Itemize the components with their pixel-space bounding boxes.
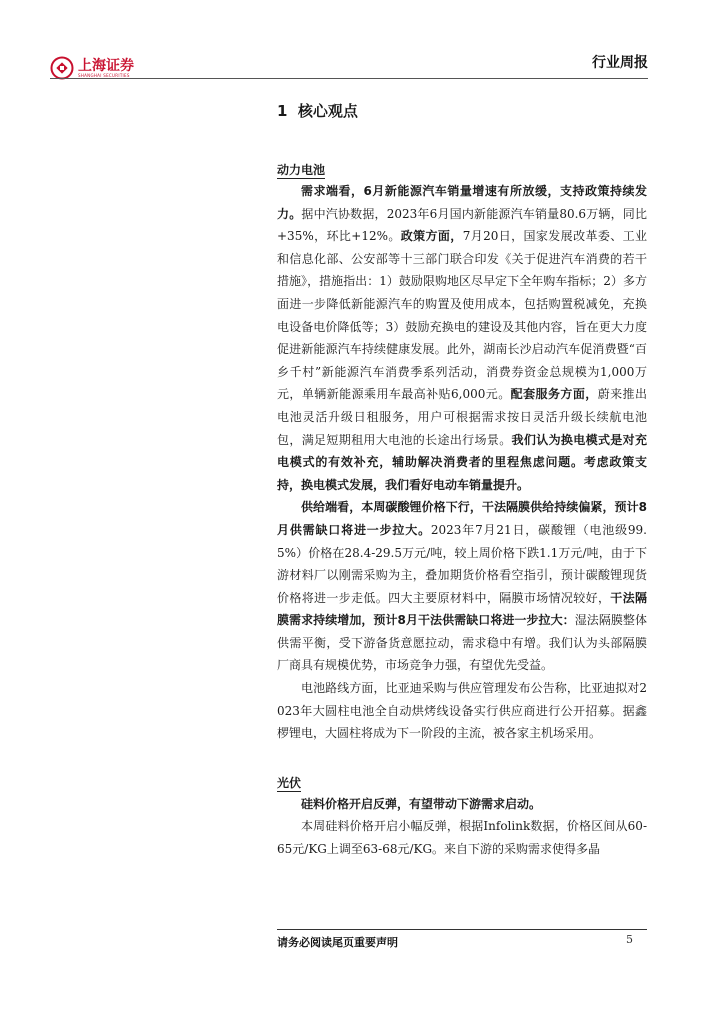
pv-price-paragraph: 本周硅料价格开启小幅反弹，根据Infolink数据，价格区间从60-65元/KG上调至63-68元/KG。来自下游的采购需求使得多晶	[277, 819, 647, 857]
battery-route-paragraph: 电池路线方面，比亚迪采购与供应管理发布公告称，比亚迪拟对2023年大圆柱电池全自动烘烤线设备实行供应商进行公开招募。据鑫椤锂电，大圆柱将成为下一阶段的主流，被各家主机场采用。	[277, 681, 647, 741]
section-number: 1	[277, 102, 288, 120]
logo-text-cn: 上海证券	[78, 58, 134, 74]
policy-text: 7月20日，国家发展改革委、工业和信息化部、公安部等十三部门联合印发《关于促进汽车消费的若干措施》，措施指出：1）鼓励限购地区尽早定下全年购车指标；2）多方面进一步降低新能源汽车的购置及使用成本，包括购置税减免，充换电设备电价降低等；3）鼓励充换电的建设及其他内容，旨在更大力度促进新能源汽车持续健康发展。此外，湖南长沙启动汽车促消费暨“百乡千村”新能源汽车消费季系列活动，消费券资金总规模为1,000万元，单辆新能源乘用车最高补贴6,000元。	[277, 229, 647, 402]
header-divider	[50, 78, 648, 79]
section-title-text: 核心观点	[297, 102, 358, 120]
battery-supply-paragraph	[277, 496, 647, 677]
logo-emblem-icon	[50, 56, 74, 80]
pv-lead-bold: 硅料价格开启反弹，有望带动下游需求启动。	[301, 796, 542, 811]
footer-divider	[277, 929, 647, 930]
main-content	[277, 96, 647, 861]
pv-heading: 光伏	[277, 775, 302, 790]
service-text: 蔚来推出电池灵活升级日租服务，用户可根据需求按日灵活升级长续航电池包，满足短期租用大电池的长途出行场景。	[277, 387, 647, 447]
battery-demand-paragraph	[277, 180, 647, 496]
demand-lead-bold: 需求端看，6月新能源汽车销量增速有所放缓，支持政策持续发力。	[277, 184, 647, 221]
battery-heading-row	[277, 158, 647, 180]
pv-lead-paragraph	[277, 793, 647, 816]
footer-disclaimer: 请务必阅读尾页重要声明	[277, 936, 398, 949]
demand-conclusion-bold: 我们认为换电模式是对充电模式的有效补充，辅助解决消费者的里程焦虑问题。考虑政策支持，换电模式发展，我们看好电动车销量提升。	[277, 432, 647, 492]
separator-gap-bold: 干法隔膜需求持续增加，预计8月干法供需缺口将进一步拉大：	[277, 590, 647, 628]
supply-price-text: 2023年7月21日，碳酸锂（电池级99.5%）价格在28.4-29.5万元/吨，较上周价格下跌1.1万元/吨，由于下游材料厂以刚需采购为主，叠加期货价格看空指引，预计碳酸锂现货价格将进一步走低。四大主要原材料中，隔膜市场情况较好，	[277, 522, 647, 605]
battery-heading: 动力电池	[277, 163, 326, 177]
report-type-label: 行业周报	[592, 55, 648, 71]
page-header	[0, 0, 724, 80]
service-lead-bold: 配套服务方面，	[510, 387, 598, 402]
page-number: 5	[626, 933, 633, 946]
demand-sales-text: 据中汽协数据，2023年6月国内新能源汽车销量80.6万辆，同比+35%，环比+12%。	[277, 206, 647, 244]
pv-heading-row	[277, 771, 647, 793]
policy-lead-bold: 政策方面，	[400, 229, 463, 244]
separator-text: 湿法隔膜整体供需平衡，受下游备货意愿拉动，需求稳中有增。我们认为头部隔膜厂商具有规模优势，市场竞争力强，有望优先受益。	[277, 613, 647, 673]
supply-lead-bold: 供给端看，本周碳酸锂价格下行，干法隔膜供给持续偏紧，预计8月供需缺口将进一步拉大。	[277, 500, 647, 537]
section-title	[277, 96, 647, 126]
logo-text-en: SHANGHAI SECURITIES	[78, 73, 130, 78]
